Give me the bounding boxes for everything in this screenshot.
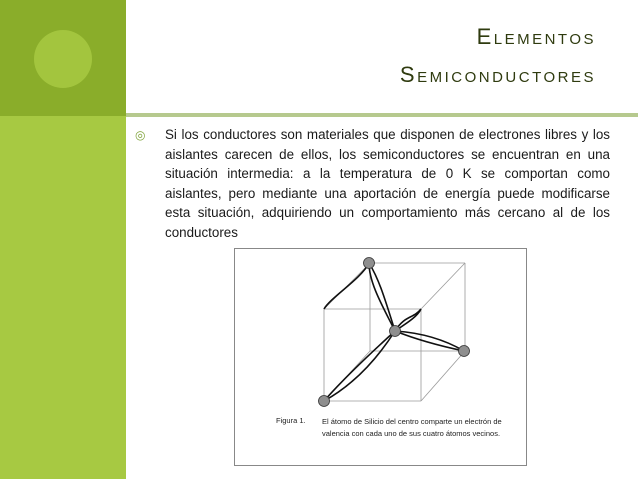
bullet-icon: ◎ bbox=[135, 128, 146, 142]
decorative-circle bbox=[34, 30, 92, 88]
bullet-paragraph: Si los conductores son materiales que disponen de electrones libres y los aislantes carecen de ellos, los semiconductores se encuentran en una situación intermedia: a la temperatura de 0 K se comportan como aislantes, pero mediante una aportación de energía puede modificarse esta situación, adquiriendo un comportamiento más cercano al de los conductores bbox=[165, 127, 610, 240]
atoms bbox=[319, 258, 470, 407]
atom-bottom-left bbox=[319, 396, 330, 407]
header-divider bbox=[126, 113, 638, 117]
title-line-2: Semiconductores bbox=[399, 62, 596, 87]
figure-caption: El átomo de Silicio del centro comparte un electrón de valencia con cada uno de sus cuatro átomos vecinos. bbox=[322, 417, 502, 438]
title-line-1: Elementos bbox=[476, 24, 596, 49]
atom-center bbox=[390, 326, 401, 337]
figure-label: Figura 1. bbox=[276, 416, 306, 425]
atom-top bbox=[364, 258, 375, 269]
atom-right bbox=[459, 346, 470, 357]
slide-title bbox=[400, 18, 596, 94]
